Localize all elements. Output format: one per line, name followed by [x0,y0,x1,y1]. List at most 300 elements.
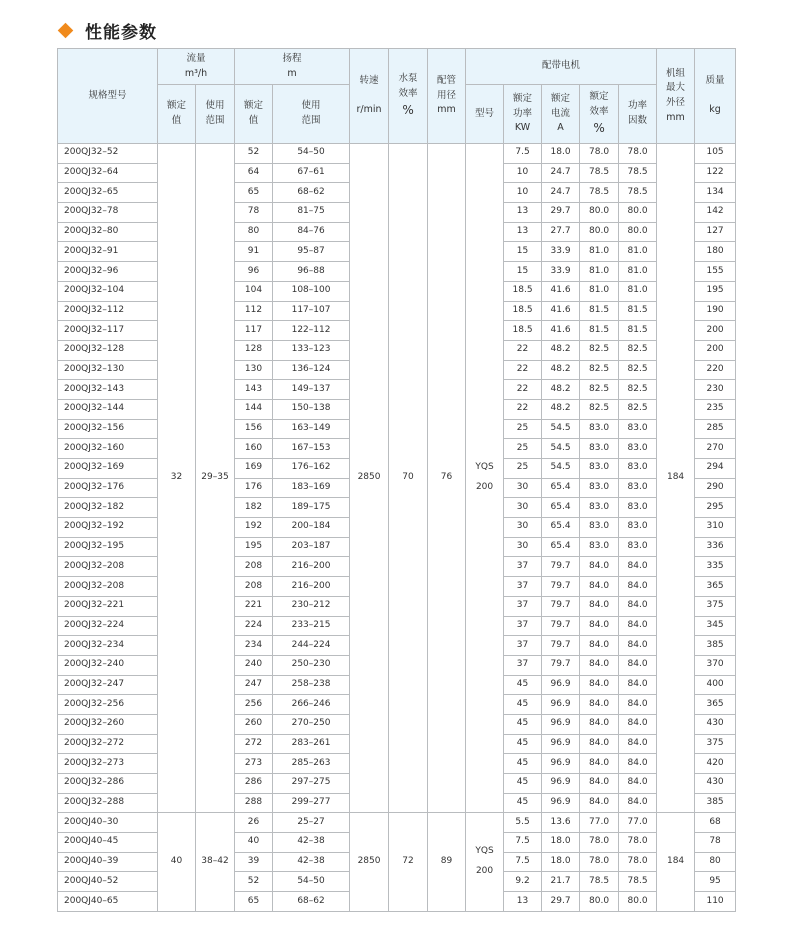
cell-motor-efficiency: 81.5 [580,321,619,341]
cell-head-rated: 64 [235,163,273,183]
cell-mass: 155 [695,262,736,282]
cell-mass: 230 [695,380,736,400]
cell-speed: 2850 [350,144,389,813]
cell-model: 200QJ32–208 [58,557,158,577]
cell-head-range: 149–137 [273,380,350,400]
header-pump-efficiency: 水泵 效率 % [389,49,428,144]
cell-motor-current: 96.9 [542,754,580,774]
cell-motor-efficiency: 84.0 [580,636,619,656]
cell-model: 200QJ32–169 [58,459,158,479]
cell-head-rated: 65 [235,183,273,203]
cell-motor-current: 29.7 [542,892,580,912]
cell-motor-efficiency: 83.0 [580,518,619,538]
cell-power-factor: 78.0 [619,833,657,853]
cell-model: 200QJ32–240 [58,655,158,675]
cell-head-range: 283–261 [273,734,350,754]
cell-head-rated: 286 [235,774,273,794]
cell-power-factor: 78.5 [619,163,657,183]
cell-head-rated: 240 [235,655,273,675]
cell-head-range: 200–184 [273,518,350,538]
cell-motor-power: 13 [504,203,542,223]
cell-motor-power: 9.2 [504,872,542,892]
cell-model: 200QJ32–130 [58,360,158,380]
cell-head-rated: 65 [235,892,273,912]
header-motor: 配带电机 [466,49,657,85]
cell-motor-power: 22 [504,340,542,360]
cell-motor-current: 48.2 [542,380,580,400]
cell-head-rated: 40 [235,833,273,853]
cell-head-rated: 91 [235,242,273,262]
table-body [58,144,736,912]
cell-power-factor: 84.0 [619,754,657,774]
cell-motor-type [466,813,504,911]
cell-head-rated: 169 [235,459,273,479]
cell-model: 200QJ32–195 [58,537,158,557]
cell-head-rated: 96 [235,262,273,282]
cell-motor-power: 7.5 [504,144,542,164]
cell-motor-current: 41.6 [542,301,580,321]
cell-flow-rated: 32 [158,144,196,813]
cell-motor-current: 48.2 [542,399,580,419]
cell-head-range: 122–112 [273,321,350,341]
cell-head-rated: 260 [235,714,273,734]
cell-mass: 385 [695,636,736,656]
cell-head-range: 258–238 [273,675,350,695]
cell-motor-efficiency: 81.5 [580,301,619,321]
cell-model: 200QJ32–288 [58,793,158,813]
cell-motor-power: 5.5 [504,813,542,833]
cell-model: 200QJ32–224 [58,616,158,636]
cell-motor-current: 96.9 [542,714,580,734]
cell-motor-efficiency: 84.0 [580,557,619,577]
cell-power-factor: 82.5 [619,399,657,419]
cell-head-rated: 192 [235,518,273,538]
cell-power-factor: 83.0 [619,459,657,479]
cell-mass: 110 [695,892,736,912]
cell-motor-current: 96.9 [542,734,580,754]
header-motor-efficiency: 额定 效率 % [580,85,619,144]
cell-mass: 134 [695,183,736,203]
cell-motor-power: 30 [504,518,542,538]
cell-head-range: 167–153 [273,439,350,459]
cell-power-factor: 82.5 [619,340,657,360]
cell-head-range: 68–62 [273,892,350,912]
cell-motor-efficiency: 84.0 [580,675,619,695]
cell-motor-power: 45 [504,714,542,734]
cell-power-factor: 82.5 [619,380,657,400]
cell-motor-efficiency: 78.5 [580,872,619,892]
cell-power-factor: 83.0 [619,478,657,498]
cell-mass: 370 [695,655,736,675]
cell-speed: 2850 [350,813,389,911]
cell-head-range: 189–175 [273,498,350,518]
cell-motor-efficiency: 82.5 [580,340,619,360]
cell-motor-power: 30 [504,537,542,557]
cell-motor-power: 13 [504,892,542,912]
header-flow: 流量 m³/h [158,49,235,85]
cell-power-factor: 84.0 [619,695,657,715]
cell-motor-power: 45 [504,675,542,695]
cell-motor-power: 45 [504,793,542,813]
cell-head-range: 216–200 [273,557,350,577]
cell-head-rated: 130 [235,360,273,380]
cell-motor-efficiency: 81.0 [580,242,619,262]
cell-motor-current: 54.5 [542,439,580,459]
cell-model: 200QJ32–144 [58,399,158,419]
cell-motor-power: 45 [504,754,542,774]
cell-pump-efficiency: 70 [389,144,428,813]
cell-flow-range: 38–42 [196,813,235,911]
cell-head-rated: 208 [235,557,273,577]
cell-motor-current: 41.6 [542,321,580,341]
motor-type-text: YQS [475,462,494,473]
cell-motor-power: 37 [504,655,542,675]
cell-motor-power: 37 [504,636,542,656]
cell-motor-current: 13.6 [542,813,580,833]
cell-model: 200QJ32–117 [58,321,158,341]
header-max-diameter: 机组 最大 外径 mm [657,49,695,144]
cell-power-factor: 83.0 [619,518,657,538]
cell-power-factor: 83.0 [619,537,657,557]
cell-motor-power: 25 [504,419,542,439]
cell-motor-power: 13 [504,222,542,242]
cell-motor-efficiency: 78.5 [580,163,619,183]
cell-motor-power: 7.5 [504,833,542,853]
cell-motor-power: 37 [504,577,542,597]
cell-head-rated: 117 [235,321,273,341]
cell-model: 200QJ32–272 [58,734,158,754]
cell-head-range: 42–38 [273,833,350,853]
cell-motor-current: 96.9 [542,675,580,695]
cell-power-factor: 84.0 [619,616,657,636]
header-motor-type: 型号 [466,85,504,144]
cell-mass: 95 [695,872,736,892]
cell-mass: 80 [695,852,736,872]
cell-motor-power: 18.5 [504,301,542,321]
cell-head-rated: 128 [235,340,273,360]
cell-mass: 200 [695,321,736,341]
cell-model: 200QJ32–221 [58,596,158,616]
cell-motor-current: 33.9 [542,262,580,282]
table-row [58,813,736,833]
cell-head-rated: 80 [235,222,273,242]
cell-power-factor: 84.0 [619,774,657,794]
cell-head-rated: 143 [235,380,273,400]
cell-power-factor: 78.5 [619,872,657,892]
cell-mass: 294 [695,459,736,479]
cell-head-range: 230–212 [273,596,350,616]
cell-mass: 365 [695,577,736,597]
cell-head-rated: 78 [235,203,273,223]
cell-mass: 127 [695,222,736,242]
cell-head-rated: 272 [235,734,273,754]
cell-power-factor: 83.0 [619,439,657,459]
cell-motor-current: 65.4 [542,498,580,518]
cell-motor-efficiency: 83.0 [580,459,619,479]
cell-model: 200QJ32–208 [58,577,158,597]
cell-head-range: 285–263 [273,754,350,774]
header-flow-range: 使用 范围 [196,85,235,144]
cell-model: 200QJ32–78 [58,203,158,223]
cell-model: 200QJ32–160 [58,439,158,459]
cell-head-rated: 156 [235,419,273,439]
cell-motor-power: 22 [504,380,542,400]
cell-head-range: 244–224 [273,636,350,656]
cell-motor-current: 65.4 [542,537,580,557]
cell-motor-efficiency: 82.5 [580,360,619,380]
cell-mass: 430 [695,714,736,734]
cell-head-rated: 26 [235,813,273,833]
cell-model: 200QJ32–156 [58,419,158,439]
cell-mass: 335 [695,557,736,577]
cell-head-rated: 247 [235,675,273,695]
cell-mass: 220 [695,360,736,380]
cell-motor-power: 25 [504,459,542,479]
cell-motor-power: 10 [504,183,542,203]
cell-motor-efficiency: 80.0 [580,892,619,912]
section-title [58,17,157,43]
cell-power-factor: 84.0 [619,655,657,675]
cell-power-factor: 84.0 [619,734,657,754]
cell-power-factor: 84.0 [619,636,657,656]
cell-motor-current: 79.7 [542,596,580,616]
cell-power-factor: 80.0 [619,203,657,223]
cell-motor-current: 29.7 [542,203,580,223]
cell-mass: 105 [695,144,736,164]
cell-model: 200QJ32–256 [58,695,158,715]
cell-head-rated: 224 [235,616,273,636]
cell-motor-efficiency: 84.0 [580,577,619,597]
cell-head-range: 68–62 [273,183,350,203]
cell-mass: 235 [695,399,736,419]
cell-head-range: 42–38 [273,852,350,872]
cell-motor-efficiency: 78.5 [580,183,619,203]
cell-head-rated: 195 [235,537,273,557]
cell-head-range: 297–275 [273,774,350,794]
cell-mass: 190 [695,301,736,321]
cell-mass: 200 [695,340,736,360]
cell-motor-efficiency: 80.0 [580,203,619,223]
cell-motor-power: 15 [504,242,542,262]
cell-head-rated: 234 [235,636,273,656]
cell-power-factor: 81.0 [619,281,657,301]
cell-mass: 68 [695,813,736,833]
cell-motor-current: 21.7 [542,872,580,892]
header-head: 扬程 m [235,49,350,85]
cell-motor-power: 37 [504,557,542,577]
cell-motor-efficiency: 84.0 [580,695,619,715]
cell-head-range: 54–50 [273,872,350,892]
cell-model: 200QJ32–273 [58,754,158,774]
cell-pipe-diameter: 76 [428,144,466,813]
cell-head-rated: 160 [235,439,273,459]
cell-motor-power: 7.5 [504,852,542,872]
header-pipe-diameter: 配管 用径 mm [428,49,466,144]
cell-flow-rated: 40 [158,813,196,911]
cell-motor-efficiency: 83.0 [580,419,619,439]
cell-head-range: 95–87 [273,242,350,262]
cell-power-factor: 80.0 [619,222,657,242]
cell-power-factor: 81.5 [619,301,657,321]
section-title-text: 性能参数 [85,22,157,43]
cell-motor-efficiency: 83.0 [580,498,619,518]
cell-power-factor: 78.5 [619,183,657,203]
cell-model: 200QJ32–286 [58,774,158,794]
cell-model: 200QJ40–45 [58,833,158,853]
cell-motor-power: 45 [504,774,542,794]
cell-motor-efficiency: 84.0 [580,714,619,734]
cell-motor-efficiency: 77.0 [580,813,619,833]
cell-motor-power: 30 [504,478,542,498]
cell-head-rated: 52 [235,872,273,892]
cell-head-rated: 39 [235,852,273,872]
cell-motor-power: 30 [504,498,542,518]
cell-head-range: 108–100 [273,281,350,301]
cell-motor-current: 41.6 [542,281,580,301]
cell-head-range: 117–107 [273,301,350,321]
cell-head-range: 216–200 [273,577,350,597]
cell-motor-efficiency: 82.5 [580,399,619,419]
cell-model: 200QJ40–39 [58,852,158,872]
cell-motor-efficiency: 84.0 [580,774,619,794]
cell-motor-current: 54.5 [542,459,580,479]
cell-model: 200QJ32–176 [58,478,158,498]
cell-motor-efficiency: 81.0 [580,262,619,282]
cell-power-factor: 81.0 [619,262,657,282]
cell-mass: 365 [695,695,736,715]
cell-model: 200QJ32–247 [58,675,158,695]
cell-motor-efficiency: 84.0 [580,616,619,636]
cell-mass: 375 [695,734,736,754]
cell-model: 200QJ32–104 [58,281,158,301]
cell-motor-current: 79.7 [542,557,580,577]
cell-head-range: 84–76 [273,222,350,242]
cell-motor-efficiency: 78.0 [580,852,619,872]
cell-mass: 285 [695,419,736,439]
cell-mass: 270 [695,439,736,459]
diamond-bullet-icon [58,22,74,38]
cell-head-range: 183–169 [273,478,350,498]
cell-motor-efficiency: 84.0 [580,793,619,813]
cell-head-range: 270–250 [273,714,350,734]
cell-power-factor: 84.0 [619,675,657,695]
cell-motor-power: 45 [504,734,542,754]
header-speed: 转速 r/min [350,49,389,144]
cell-head-range: 136–124 [273,360,350,380]
motor-type-text: 200 [475,482,494,493]
header-mass: 质量 kg [695,49,736,144]
cell-motor-power: 45 [504,695,542,715]
cell-head-range: 163–149 [273,419,350,439]
cell-mass: 336 [695,537,736,557]
header-head-rated: 额定 值 [235,85,273,144]
cell-motor-current: 18.0 [542,852,580,872]
cell-head-rated: 273 [235,754,273,774]
cell-motor-type [466,144,504,813]
cell-motor-power: 18.5 [504,281,542,301]
cell-model: 200QJ32–234 [58,636,158,656]
cell-motor-current: 33.9 [542,242,580,262]
cell-model: 200QJ32–112 [58,301,158,321]
cell-motor-current: 48.2 [542,360,580,380]
header-motor-current: 额定 电流 A [542,85,580,144]
cell-mass: 375 [695,596,736,616]
cell-head-range: 176–162 [273,459,350,479]
cell-mass: 430 [695,774,736,794]
cell-head-rated: 52 [235,144,273,164]
cell-model: 200QJ32–192 [58,518,158,538]
cell-motor-efficiency: 78.0 [580,144,619,164]
cell-motor-current: 79.7 [542,616,580,636]
cell-motor-current: 48.2 [542,340,580,360]
cell-mass: 295 [695,498,736,518]
cell-motor-power: 22 [504,399,542,419]
cell-model: 200QJ32–128 [58,340,158,360]
cell-power-factor: 78.0 [619,144,657,164]
table-row [58,144,736,164]
header-model: 规格型号 [58,49,158,144]
cell-motor-current: 96.9 [542,793,580,813]
cell-motor-current: 18.0 [542,833,580,853]
cell-motor-efficiency: 84.0 [580,754,619,774]
cell-mass: 345 [695,616,736,636]
cell-power-factor: 83.0 [619,419,657,439]
cell-head-range: 299–277 [273,793,350,813]
cell-motor-current: 96.9 [542,695,580,715]
cell-mass: 195 [695,281,736,301]
cell-mass: 78 [695,833,736,853]
cell-head-rated: 176 [235,478,273,498]
cell-motor-current: 79.7 [542,577,580,597]
cell-model: 200QJ32–64 [58,163,158,183]
cell-motor-power: 25 [504,439,542,459]
cell-max-diameter: 184 [657,813,695,911]
motor-type-text: 200 [475,866,494,877]
cell-pipe-diameter: 89 [428,813,466,911]
cell-head-rated: 104 [235,281,273,301]
cell-head-range: 250–230 [273,655,350,675]
cell-power-factor: 81.5 [619,321,657,341]
cell-model: 200QJ32–52 [58,144,158,164]
cell-head-rated: 221 [235,596,273,616]
cell-motor-current: 24.7 [542,183,580,203]
cell-power-factor: 82.5 [619,360,657,380]
cell-head-rated: 288 [235,793,273,813]
cell-motor-efficiency: 83.0 [580,439,619,459]
cell-motor-efficiency: 84.0 [580,655,619,675]
cell-max-diameter: 184 [657,144,695,813]
cell-power-factor: 84.0 [619,596,657,616]
cell-head-range: 54–50 [273,144,350,164]
header-power-factor: 功率 因数 [619,85,657,144]
cell-power-factor: 77.0 [619,813,657,833]
cell-head-range: 150–138 [273,399,350,419]
cell-model: 200QJ32–80 [58,222,158,242]
cell-motor-efficiency: 81.0 [580,281,619,301]
cell-motor-power: 10 [504,163,542,183]
cell-motor-efficiency: 83.0 [580,537,619,557]
cell-mass: 310 [695,518,736,538]
cell-mass: 122 [695,163,736,183]
cell-motor-current: 96.9 [542,774,580,794]
cell-model: 200QJ40–52 [58,872,158,892]
cell-pump-efficiency: 72 [389,813,428,911]
cell-motor-current: 79.7 [542,655,580,675]
cell-power-factor: 84.0 [619,714,657,734]
cell-flow-range: 29–35 [196,144,235,813]
cell-power-factor: 83.0 [619,498,657,518]
header-head-range: 使用 范围 [273,85,350,144]
